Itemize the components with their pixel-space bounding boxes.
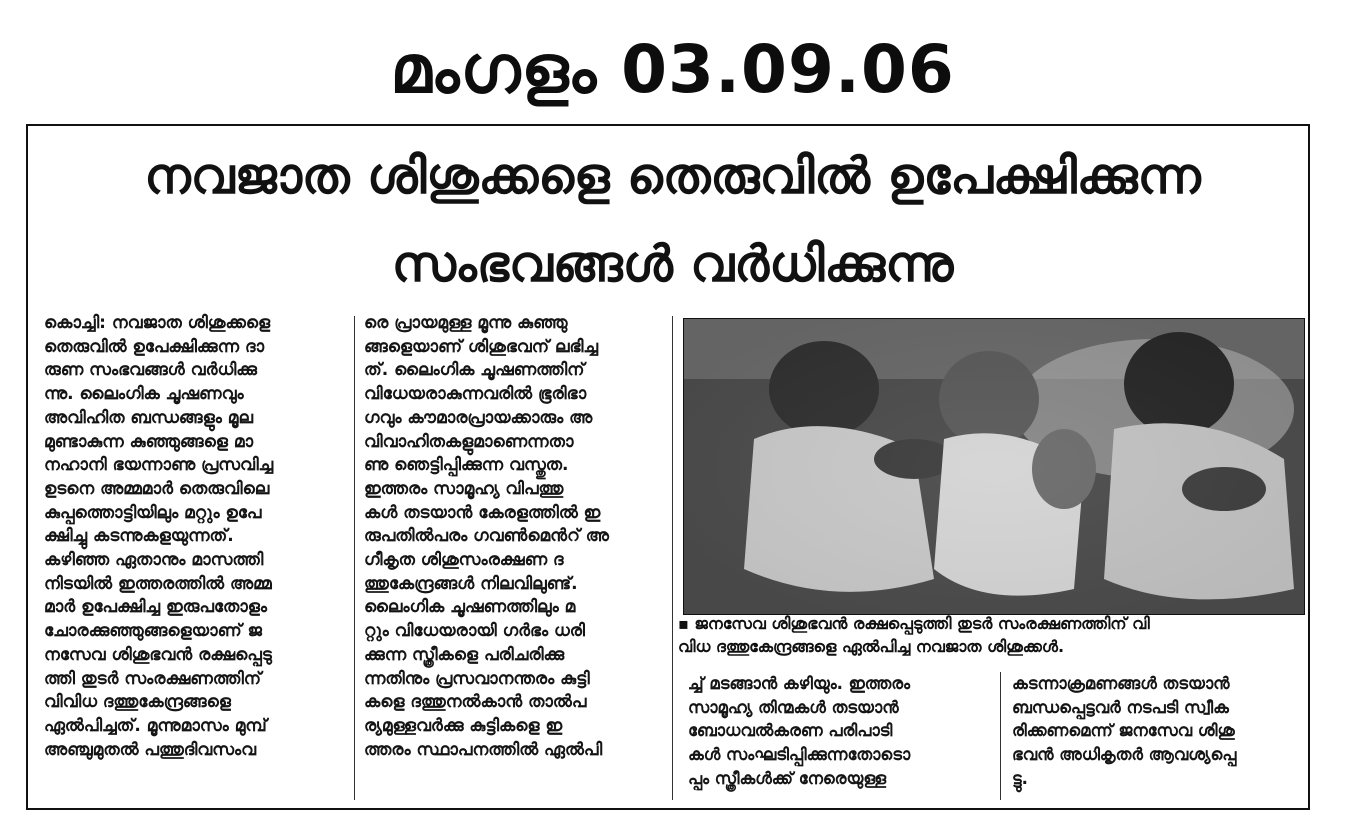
column-line: ക്ഷിച്ചു കടന്നുകളയുന്നത്. [44, 526, 234, 547]
column-divider [1000, 672, 1001, 800]
column-line: കൾ തടയാൻ കേരളത്തിൽ ഇ [364, 502, 601, 523]
photo-caption [678, 612, 1308, 658]
column-line: ത്. ലൈംഗിക ചൂഷണത്തിന് [364, 360, 585, 381]
column-line: ഏൽപിച്ചത്. മൂന്നുമാസം മുമ്പ് [44, 715, 267, 736]
article-column-3 [688, 672, 988, 800]
caption-line: ▪ ജനസേവ ശിശുഭവൻ രക്ഷപ്പെടുത്തി തുടർ സംരക്ഷണത്തിന് വി [678, 614, 1150, 633]
column-line: വിധേയരാകുന്നവരിൽ ഭൂരിഭാ [364, 384, 587, 405]
column-line: രുണ സംഭവങ്ങൾ വർധിക്കു [44, 360, 257, 381]
column-line: കളെ ദത്തുനൽകാൻ താൽപ [364, 692, 587, 713]
column-line: കടന്നാക്രമണങ്ങൾ തടയാൻ [1012, 674, 1230, 693]
column-line: ച്ച് മടങ്ങാൻ കഴിയും. ഇത്തരം [688, 674, 911, 693]
column-line: അവിഹിത ബന്ധങ്ങളും മൂല [44, 407, 254, 428]
column-line: തെരുവിൽ ഉപേക്ഷിക്കുന്ന ദാ [44, 336, 265, 357]
column-line: ചോരക്കുഞ്ഞുങ്ങളെയാണ് ജ [44, 621, 262, 642]
column-line: ത്തരം സ്ഥാപനത്തിൽ ഏൽപി [364, 739, 603, 760]
article-column-4 [1012, 672, 1304, 800]
column-line: ട്ടു. [1012, 768, 1028, 788]
column-line: മുണ്ടാകുന്ന കുഞ്ഞുങ്ങളെ മാ [44, 431, 254, 452]
column-line: രെ പ്രായമുള്ള മൂന്നു കുഞ്ഞു [364, 313, 568, 333]
newborn-babies-photo [683, 318, 1305, 615]
column-line: ബോധവൽകരണ പരിപാടി [688, 721, 893, 741]
headline-line-1: നവജാത ശിശുക്കളെ തെരുവിൽ ഉപേക്ഷിക്കുന്ന [144, 147, 1201, 205]
column-line: സാമൂഹ്യ തിന്മകൾ തടയാൻ [688, 697, 899, 717]
column-line: ലൈംഗിക ചൂഷണത്തിലും മ [364, 597, 576, 618]
column-line: മാർ ഉപേക്ഷിച്ച ഇരുപതോളം [44, 597, 268, 618]
column-line: രുപതിൽപരം ഗവൺമെൻറ് അ [364, 526, 609, 547]
caption-line: വിധ ദത്തുകേന്ദ്രങ്ങളെ ഏൽപിച്ച നവജാത ശിശുക്കൾ. [678, 637, 1065, 656]
column-line: കുപ്പത്തൊട്ടിയിലും മറ്റും ഉപേ [44, 502, 262, 523]
column-line: ഗീകൃത ശിശുസംരക്ഷണ ദ [364, 550, 564, 571]
column-line: ത്തി തുടർ സംരക്ഷണത്തിന് [44, 668, 262, 689]
column-line: ന്നതിനും പ്രസവാനന്തരം കുട്ടി [364, 668, 590, 689]
column-line: പ്പം സ്ത്രീകൾക്ക് നേരെയുള്ള [688, 768, 887, 788]
column-line: കൊച്ചി: നവജാത ശിശുക്കളെ [44, 313, 271, 333]
column-line: ഗവും കൗമാരപ്രായക്കാരും അ [364, 407, 593, 428]
column-line: ര്യമുള്ളവർക്കു കുട്ടികളെ ഇ [364, 715, 563, 736]
column-line: ന്നു. ലൈംഗിക ചൂഷണവും [44, 384, 244, 405]
column-line: റ്റും വിധേയരായി ഗർഭം ധരി [364, 621, 585, 642]
column-line: ണു ഞെട്ടിപ്പിക്കുന്ന വസ്തുത. [364, 455, 569, 476]
column-line: വിവാഹിതകളുമാണെന്നതാ [364, 431, 574, 452]
column-divider [354, 316, 355, 800]
column-line: ക്കുന്ന സ്ത്രീകളെ പരിചരിക്കു [364, 644, 565, 665]
column-line: ബന്ധപ്പെട്ടവർ നടപടി സ്വീക [1012, 697, 1229, 717]
photo-illustration [684, 319, 1304, 614]
column-line: ത്തുകേന്ദ്രങ്ങൾ നിലവിലുണ്ട്. [364, 573, 578, 594]
column-line: ഉടനെ അമ്മമാർ തെരുവിലെ [44, 478, 270, 499]
column-line: നസേവ ശിശുഭവൻ രക്ഷപ്പെടു [44, 644, 272, 665]
article-column-1 [44, 312, 344, 800]
column-line: ഇത്തരം സാമൂഹ്യ വിപത്തു [364, 478, 564, 499]
column-line: നിടയിൽ ഇത്തരത്തിൽ അമ്മ [44, 573, 272, 594]
newspaper-masthead-date: മംഗളം 03.09.06 [390, 31, 955, 108]
column-line: ങ്ങളെയാണ് ശിശുഭവന് ലഭിച്ച [364, 336, 598, 357]
headline-line-2: സംഭവങ്ങൾ വർധിക്കുന്നു [391, 235, 954, 293]
column-line: ഭവൻ അധികൃതർ ആവശ്യപ്പെ [1012, 745, 1237, 765]
column-line: അഞ്ചുമുതൽ പത്തുദിവസംവ [44, 739, 257, 760]
column-line: വിവിധ ദത്തുകേന്ദ്രങ്ങളെ [44, 692, 231, 713]
column-line: കഴിഞ്ഞ ഏതാനും മാസത്തി [44, 550, 264, 571]
column-line: രിക്കണമെന്ന് ജനസേവ ശിശു [1012, 721, 1235, 741]
column-divider [672, 316, 673, 800]
column-line: കൾ സംഘടിപ്പിക്കുന്നതോടൊ [688, 745, 911, 765]
article-column-2 [364, 312, 664, 800]
column-line: നഹാനി ഭയന്നാണു പ്രസവിച്ച [44, 455, 274, 476]
